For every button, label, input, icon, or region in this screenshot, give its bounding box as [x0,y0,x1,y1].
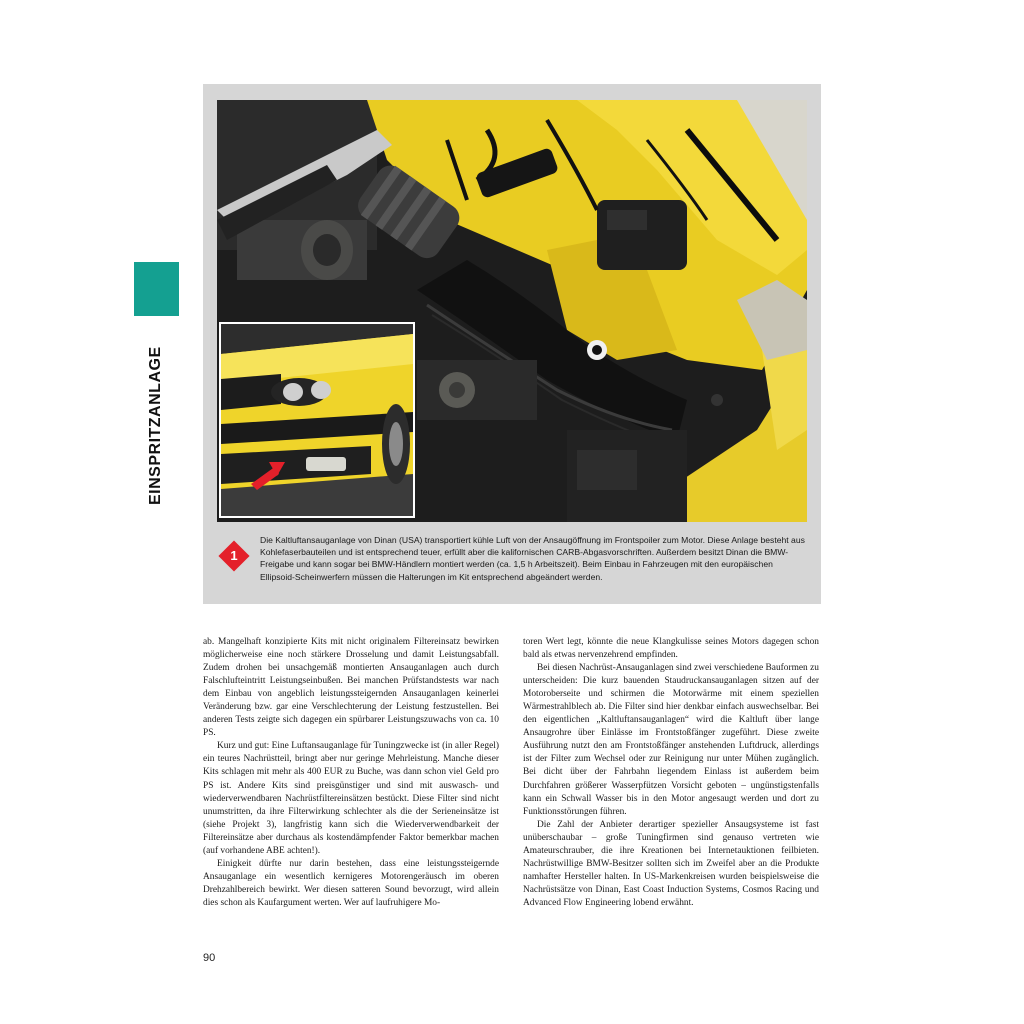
figure-number-badge [219,541,249,571]
figure-number: 1 [230,548,238,563]
page-number: 90 [203,952,216,964]
body-column-right [523,636,819,910]
paragraph: ab. Mangelhaft konzipierte Kits mit nicht originalem Filtereinsatz bewirken möglicherweise eine noch stärkere Drosselung und damit Leistungsabfall. Zudem drohen bei unsachgemäß montierten Ansauganlagen auch durch Falschlufteintritt Leistungseinbußen. Bei manchen Prüfstandstests war nach dem Einbau von angeblich leistungssteigernden Ansauganlagen keinerlei Veränderung bzw. gar eine Verschlechterung der Leistung festzustellen. Bei anderen Tests zeigte sich dagegen ein spürbarer Leistungszuwachs von ca. 10 PS. [203,637,499,739]
front-bumper-inset-photo [219,322,415,518]
paragraph: Die Zahl der Anbieter derartiger spezieller Ansaugsysteme ist fast unüberschaubar – große Tuningfirmen sind genauso vertreten wie Amateurschrauber, die ihre Kreationen bei Internetauktionen feilbieten. Nachrüstwillige BMW-Besitzer sollten sich im Zweifel aber an die Produkte namhafter Hersteller halten. In US-Markenkreisen wurden beispielsweise die Nachrüstsätze von Dinan, East Coast Induction Systems, Cosmos Racing und Advanced Flow Engineering lobend erwähnt. [523,819,819,908]
figure-caption: Die Kaltluftansauganlage von Dinan (USA) transportiert kühle Luft von der Ansaugöffnung im Frontspoiler zum Motor. Diese Anlage besteht aus Kohlefaserbauteilen und ist entsprechend teuer, erfüllt aber die kalifornischen CARB-Abgasvorschriften. Außerdem besitzt Dinan die BMW-Freigabe und kann sogar bei BMW-Händlern montiert werden (ca. 1,5 h Arbeitszeit). Beim Einbau in Fahrzeugen mit den europäischen Ellipsoid-Scheinwerfern müssen die Halterungen im Kit entsprechend abgeändert werden. [260,535,805,582]
paragraph: Einigkeit dürfte nur darin bestehen, dass eine leistungssteigernde Ansauganlage ein wesentlich kernigeres Motorengeräusch im oberen Drehzahlbereich bewirkt. Wer diesen satteren Sound bevorzugt, wird allein dies schon als Kaufargument werten. Wer auf laufruhigere Mo- [203,858,499,908]
paragraph: Bei diesen Nachrüst-Ansauganlagen sind zwei verschiedene Bauformen zu unterscheiden: Die kurz bauenden Staudruckansauganlagen sitzen auf der Motoroberseite und schirmen die Motorwärme mit einem speziellen Wärmestrahlblech ab. Die Filter sind hier denkbar einfach auswechselbar. Bei den eigentlichen „Kaltluftansauganlagen“ wird die Kaltluft über lange Ansaugrohre über Einlässe im Frontstoßfänger zugeführt. Diese zweite Ausführung nutzt den am Frontstoßfänger anstehenden Luftdruck, allerdings ist der Filter zum Wechsel oder zur Reinigung nur unter Mühen zugänglich. Bei dicht über der Fahrbahn liegendem Einlass ist außerdem beim Durchfahren größerer Wasserpfützen Vorsicht geboten – ungünstigstenfalls kann ein Schwall Wasser bis in den Motor angesaugt werden und dort zu Funktionsstörungen führen. [523,663,819,817]
paragraph: toren Wert legt, könnte die neue Klangkulisse seines Motors dagegen schon bald als etwas nervenzehrend empfinden. [523,637,819,661]
section-label: EINSPRITZANLAGE [147,346,164,505]
paragraph: Kurz und gut: Eine Luftansauganlage für Tuningzwecke ist (in aller Regel) ein teures Nachrüstteil, bringt aber nur geringe Mehrleistung. Manche dieser Kits schlagen mit mehr als 400 EUR zu Buche, was dann schon viel Geld pro PS ist. Andere Kits sind preisgünstiger und sind mit auswasch- und wiederverwendbaren Nachrüstfiltereinsätzen bestückt. Diese Filter sind nicht unumstritten, da ihre Filterwirkung schlechter als die der Serieneinsätze ist (siehe Projekt 3), langfristig kann sich die Wiederverwendbarkeit der Filtereinsätze aber durchaus als kostendämpfender Faktor bemerkbar machen (auf vorhandene ABE achten!). [203,741,499,856]
body-column-left [203,636,499,910]
